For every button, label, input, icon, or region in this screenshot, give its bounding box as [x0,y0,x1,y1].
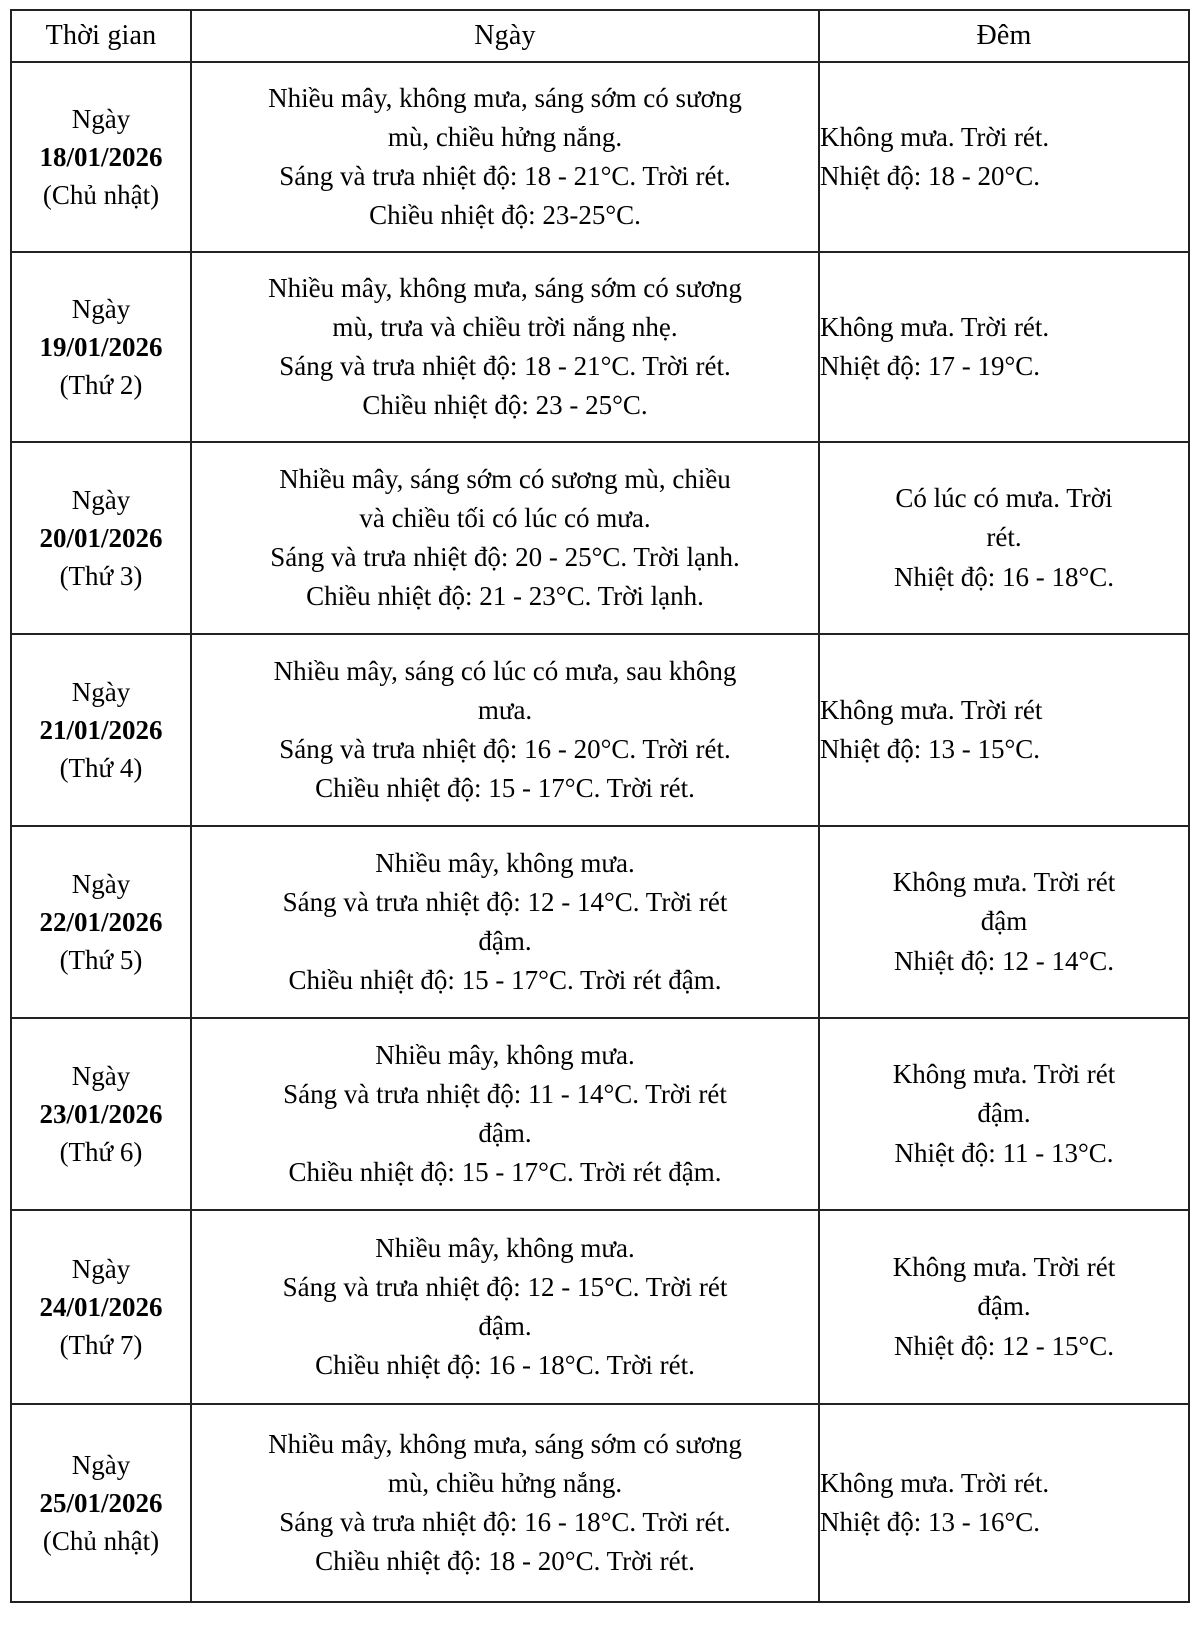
forecast-night-line: Không mưa. Trời rét [820,694,1043,725]
table-row [11,826,1189,1018]
forecast-night-cell [819,1210,1189,1404]
column-header-night: Đêm [819,10,1189,62]
table-header [11,10,1189,62]
table-row [11,62,1189,252]
table-row [11,252,1189,442]
forecast-day-line: Nhiều mây, sáng có lúc có mưa, sau không [273,656,737,687]
forecast-day-line: Sáng và trưa nhiệt độ: 16 - 20°C. Trời rét. [279,734,731,764]
forecast-date-cell [11,1404,191,1602]
forecast-night-line: Không mưa. Trời rét [892,1058,1116,1089]
forecast-date-weekday: (Chủ nhật) [42,180,160,211]
forecast-date-cell [11,1018,191,1210]
forecast-day-line: mưa. [477,695,533,726]
forecast-date-weekday: (Thứ 3) [59,561,143,592]
forecast-date-cell [11,62,191,252]
forecast-date-date: 22/01/2026 [39,906,163,937]
weather-forecast-table [10,9,1190,1603]
column-header-time: Thời gian [11,10,191,62]
forecast-date-cell [11,826,191,1018]
forecast-night-cell [819,62,1189,252]
forecast-day-cell [191,1018,819,1210]
forecast-day-line: Chiều nhiệt độ: 18 - 20°C. Trời rét. [315,1545,695,1576]
forecast-date-weekday: (Thứ 4) [59,753,143,784]
forecast-night-line: đậm. [977,1291,1031,1322]
forecast-date-date: 19/01/2026 [39,331,163,362]
forecast-date-prefix: Ngày [71,484,131,515]
forecast-night-line: Không mưa. Trời rét. [820,121,1050,152]
table-row [11,1210,1189,1404]
forecast-day-line: Sáng và trưa nhiệt độ: 12 - 15°C. Trời rét [282,1272,728,1303]
forecast-night-line: Nhiệt độ: 12 - 14°C. [893,945,1115,976]
forecast-day-line: Sáng và trưa nhiệt độ: 18 - 21°C. Trời rét. [279,161,731,191]
forecast-day-line: Nhiều mây, không mưa, sáng sớm có sương [268,83,742,114]
forecast-day-line: Sáng và trưa nhiệt độ: 18 - 21°C. Trời rét. [279,351,731,381]
forecast-day-line: Sáng và trưa nhiệt độ: 20 - 25°C. Trời lạnh. [270,542,740,572]
forecast-night-line: Nhiệt độ: 13 - 16°C. [820,1507,1041,1537]
forecast-date-prefix: Ngày [71,1449,131,1480]
forecast-night-line: Nhiệt độ: 18 - 20°C. [820,161,1041,191]
forecast-day-line: Chiều nhiệt độ: 15 - 17°C. Trời rét. [315,772,695,803]
forecast-date-date: 25/01/2026 [39,1487,163,1518]
forecast-day-line: Chiều nhiệt độ: 16 - 18°C. Trời rét. [315,1349,695,1380]
forecast-date-prefix: Ngày [71,868,131,899]
table-row [11,634,1189,826]
forecast-date-date: 24/01/2026 [39,1291,163,1322]
forecast-day-line: Nhiều mây, không mưa, sáng sớm có sương [268,1429,742,1460]
column-header-day: Ngày [191,10,819,62]
forecast-date-weekday: (Thứ 7) [59,1330,143,1361]
forecast-day-line: Sáng và trưa nhiệt độ: 11 - 14°C. Trời rét [283,1079,727,1110]
forecast-day-cell [191,1404,819,1602]
forecast-day-line: Nhiều mây, không mưa, sáng sớm có sương [268,273,742,304]
forecast-night-cell [819,1018,1189,1210]
forecast-day-cell [191,442,819,634]
forecast-date-date: 23/01/2026 [39,1098,163,1129]
header-row [11,10,1189,62]
forecast-date-weekday: (Chủ nhật) [42,1526,160,1557]
forecast-date-prefix: Ngày [71,103,131,134]
forecast-day-line: mù, chiều hửng nắng. [387,122,623,153]
forecast-day-line: mù, trưa và chiều trời nắng nhẹ. [332,312,678,343]
forecast-day-line: Sáng và trưa nhiệt độ: 16 - 18°C. Trời rét. [279,1507,731,1537]
forecast-night-cell [819,1404,1189,1602]
forecast-night-cell [819,634,1189,826]
forecast-night-line: Nhiệt độ: 13 - 15°C. [820,734,1041,764]
forecast-day-cell [191,826,819,1018]
forecast-sheet [0,9,1200,1647]
forecast-night-cell [819,252,1189,442]
forecast-day-line: Sáng và trưa nhiệt độ: 12 - 14°C. Trời rét [282,887,728,918]
forecast-night-line: rét. [986,522,1022,553]
forecast-date-prefix: Ngày [71,1253,131,1284]
forecast-day-cell [191,252,819,442]
forecast-day-line: và chiều tối có lúc có mưa. [359,503,651,534]
forecast-date-prefix: Ngày [71,293,131,324]
forecast-date-cell [11,1210,191,1404]
forecast-day-line: mù, chiều hửng nắng. [387,1468,623,1499]
forecast-night-line: Nhiệt độ: 17 - 19°C. [820,351,1041,381]
forecast-night-line: đậm [980,906,1028,937]
forecast-night-line: Có lúc có mưa. Trời [895,482,1113,513]
forecast-date-weekday: (Thứ 6) [59,1137,143,1168]
forecast-night-line: Không mưa. Trời rét. [820,1467,1050,1498]
forecast-day-line: Chiều nhiệt độ: 15 - 17°C. Trời rét đậm. [288,964,722,995]
forecast-day-line: Chiều nhiệt độ: 23 - 25°C. [362,389,648,420]
forecast-date-date: 18/01/2026 [39,141,163,172]
forecast-day-line: Chiều nhiệt độ: 15 - 17°C. Trời rét đậm. [288,1156,722,1187]
forecast-day-line: Nhiều mây, không mưa. [375,848,635,879]
forecast-date-weekday: (Thứ 5) [59,945,143,976]
forecast-date-weekday: (Thứ 2) [59,370,143,401]
forecast-date-date: 20/01/2026 [39,522,163,553]
forecast-day-line: Nhiều mây, sáng sớm có sương mù, chiều [279,464,731,495]
forecast-day-cell [191,1210,819,1404]
forecast-date-cell [11,442,191,634]
forecast-day-cell [191,62,819,252]
forecast-day-line: Nhiều mây, không mưa. [375,1233,635,1264]
forecast-night-line: Không mưa. Trời rét [892,1251,1116,1282]
forecast-date-date: 21/01/2026 [39,714,163,745]
table-row [11,1404,1189,1602]
forecast-night-line: Không mưa. Trời rét. [820,311,1050,342]
table-row [11,1018,1189,1210]
forecast-date-cell [11,252,191,442]
forecast-date-prefix: Ngày [71,676,131,707]
table-row [11,442,1189,634]
forecast-day-line: Nhiều mây, không mưa. [375,1040,635,1071]
forecast-night-cell [819,826,1189,1018]
forecast-night-line: Không mưa. Trời rét [892,866,1116,897]
forecast-night-line: Nhiệt độ: 11 - 13°C. [894,1137,1114,1168]
table-body [11,62,1189,1602]
forecast-day-line: đậm. [478,1118,532,1148]
forecast-day-line: Chiều nhiệt độ: 21 - 23°C. Trời lạnh. [306,580,704,611]
forecast-date-prefix: Ngày [71,1060,131,1091]
forecast-night-line: Nhiệt độ: 12 - 15°C. [893,1330,1115,1361]
forecast-night-cell [819,442,1189,634]
forecast-date-cell [11,634,191,826]
forecast-night-line: đậm. [977,1098,1031,1129]
forecast-day-cell [191,634,819,826]
forecast-day-line: Chiều nhiệt độ: 23-25°C. [369,199,641,230]
forecast-night-line: Nhiệt độ: 16 - 18°C. [893,561,1115,592]
forecast-day-line: đậm. [478,1311,532,1341]
forecast-day-line: đậm. [478,926,532,956]
